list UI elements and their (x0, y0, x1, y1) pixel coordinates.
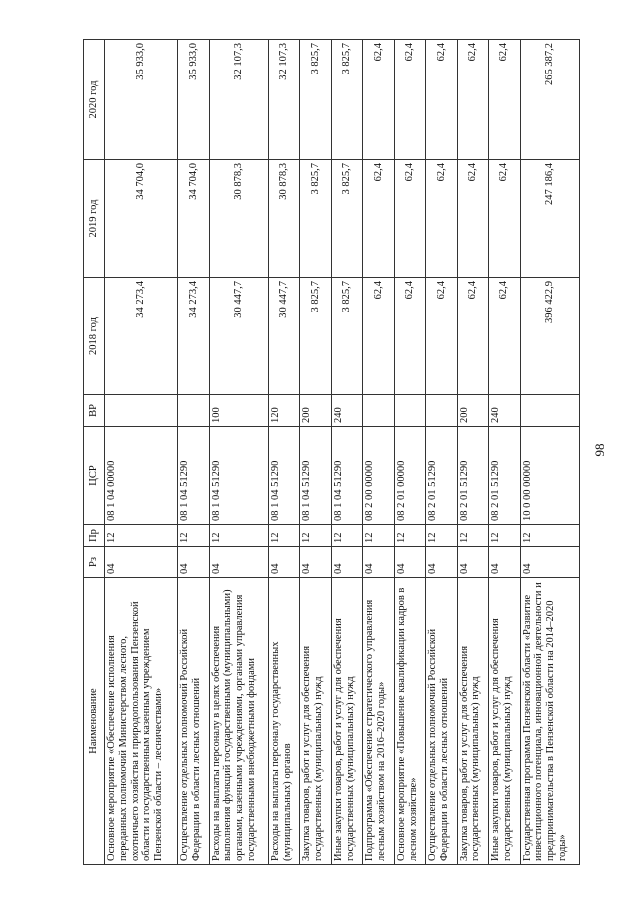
row-name: Закупка товаров, работ и услуг для обеспечения государственных (муниципальных) нужд (300, 578, 331, 865)
row-vr: 200 (300, 395, 331, 427)
row-vr (520, 395, 579, 427)
row-2018: 62,4 (489, 278, 520, 395)
row-2020: 62,4 (394, 40, 425, 160)
row-name: Иные закупки товаров, работ и услуг для обеспечения государственных (муниципальных) нужд (331, 578, 362, 865)
row-2018: 62,4 (426, 278, 457, 395)
row-2019: 247 186,4 (520, 160, 579, 278)
header-rz: Рз (84, 547, 105, 578)
header-2020: 2020 год (84, 40, 105, 160)
header-vr: ВР (84, 395, 105, 427)
row-pr: 12 (363, 525, 394, 547)
row-vr: 240 (489, 395, 520, 427)
row-pr: 12 (269, 525, 300, 547)
row-csr: 08 2 01 51290 (426, 427, 457, 525)
row-vr: 100 (209, 395, 268, 427)
row-csr: 10 0 00 00000 (520, 427, 579, 525)
row-pr: 12 (105, 525, 178, 547)
table-row (331, 40, 362, 865)
rotated-table-wrapper (83, 40, 580, 865)
row-csr: 08 2 01 51290 (457, 427, 488, 525)
row-2019: 62,4 (489, 160, 520, 278)
row-csr: 08 1 04 51290 (331, 427, 362, 525)
row-2020: 265 387,2 (520, 40, 579, 160)
row-csr: 08 2 00 00000 (363, 427, 394, 525)
row-rz: 04 (457, 547, 488, 578)
row-2020: 32 107,3 (209, 40, 268, 160)
row-name: Расходы на выплаты персоналу в целях обеспечения выполнения функций государственными (муниципальными) органами, казенными учреждениями, органами управления государственными внебюджетными фондами (209, 578, 268, 865)
row-rz: 04 (105, 547, 178, 578)
row-2018: 62,4 (394, 278, 425, 395)
row-rz: 04 (363, 547, 394, 578)
row-vr (105, 395, 178, 427)
row-vr (363, 395, 394, 427)
row-vr (394, 395, 425, 427)
table-row (209, 40, 268, 865)
row-pr: 12 (209, 525, 268, 547)
row-2019: 34 704,0 (105, 160, 178, 278)
table-row (394, 40, 425, 865)
row-name: Подпрограмма «Обеспечение стратегического управления лесным хозяйством на 2016–2020 годы» (363, 578, 394, 865)
row-2019: 34 704,0 (178, 160, 209, 278)
row-name: Осуществление отдельных полномочий Российской Федерации в области лесных отношений (178, 578, 209, 865)
table-row (300, 40, 331, 865)
row-pr: 12 (426, 525, 457, 547)
row-name: Государственная программа Пензенской области «Развитие инвестиционного потенциала, инновационной деятельности и предпринимательства в Пензенской области на 2014–2020 годы» (520, 578, 579, 865)
table-row (520, 40, 579, 865)
row-name: Иные закупки товаров, работ и услуг для обеспечения государственных (муниципальных) нужд (489, 578, 520, 865)
row-rz: 04 (300, 547, 331, 578)
row-csr: 08 1 04 51290 (209, 427, 268, 525)
row-pr: 12 (394, 525, 425, 547)
row-2019: 62,4 (457, 160, 488, 278)
row-pr: 12 (300, 525, 331, 547)
row-2018: 3 825,7 (331, 278, 362, 395)
header-name: Наименование (84, 578, 105, 865)
table-row (269, 40, 300, 865)
row-vr (178, 395, 209, 427)
row-2019: 3 825,7 (300, 160, 331, 278)
row-csr: 08 1 04 51290 (178, 427, 209, 525)
row-pr: 12 (457, 525, 488, 547)
row-2020: 32 107,3 (269, 40, 300, 160)
row-rz: 04 (331, 547, 362, 578)
row-2018: 34 273,4 (178, 278, 209, 395)
row-rz: 04 (209, 547, 268, 578)
row-2020: 62,4 (426, 40, 457, 160)
table-row (457, 40, 488, 865)
row-rz: 04 (520, 547, 579, 578)
row-pr: 12 (520, 525, 579, 547)
row-rz: 04 (178, 547, 209, 578)
page-number: 98 (592, 443, 607, 457)
table-header-row (84, 40, 105, 865)
table-row (489, 40, 520, 865)
row-2018: 62,4 (363, 278, 394, 395)
row-2020: 62,4 (363, 40, 394, 160)
row-csr: 08 2 01 00000 (394, 427, 425, 525)
row-2020: 35 933,0 (105, 40, 178, 160)
table-row (426, 40, 457, 865)
row-2019: 30 878,3 (209, 160, 268, 278)
row-name: Основное мероприятие «Повышение квалификации кадров в лесном хозяйстве» (394, 578, 425, 865)
row-name: Закупка товаров, работ и услуг для обеспечения государственных (муниципальных) нужд (457, 578, 488, 865)
row-2018: 396 422,9 (520, 278, 579, 395)
row-2020: 35 933,0 (178, 40, 209, 160)
row-2019: 30 878,3 (269, 160, 300, 278)
row-vr: 200 (457, 395, 488, 427)
row-rz: 04 (269, 547, 300, 578)
row-rz: 04 (394, 547, 425, 578)
row-pr: 12 (489, 525, 520, 547)
row-name: Расходы на выплаты персоналу государственных (муниципальных) органов (269, 578, 300, 865)
table-row (178, 40, 209, 865)
row-vr: 120 (269, 395, 300, 427)
row-rz: 04 (426, 547, 457, 578)
table-row (363, 40, 394, 865)
table-row (105, 40, 178, 865)
row-name: Основное мероприятие «Обеспечение исполнения переданных полномочий Министерством лесного, охотничьего хозяйства и природопользования Пензенской области и государственным казенным учреждением Пензенской области – лесничествами» (105, 578, 178, 865)
header-2018: 2018 год (84, 278, 105, 395)
row-2019: 62,4 (363, 160, 394, 278)
row-2020: 3 825,7 (300, 40, 331, 160)
row-2018: 30 447,7 (209, 278, 268, 395)
row-2018: 3 825,7 (300, 278, 331, 395)
row-csr: 08 1 04 00000 (105, 427, 178, 525)
row-rz: 04 (489, 547, 520, 578)
header-2019: 2019 год (84, 160, 105, 278)
row-2018: 30 447,7 (269, 278, 300, 395)
header-csr: ЦСР (84, 427, 105, 525)
row-pr: 12 (331, 525, 362, 547)
row-pr: 12 (178, 525, 209, 547)
row-2020: 3 825,7 (331, 40, 362, 160)
row-2020: 62,4 (489, 40, 520, 160)
row-2019: 62,4 (426, 160, 457, 278)
budget-table (83, 39, 580, 865)
row-csr: 08 2 01 51290 (489, 427, 520, 525)
row-vr (426, 395, 457, 427)
row-csr: 08 1 04 51290 (269, 427, 300, 525)
row-2019: 62,4 (394, 160, 425, 278)
row-2018: 34 273,4 (105, 278, 178, 395)
row-name: Осуществление отдельных полномочий Российской Федерации в области лесных отношений (426, 578, 457, 865)
row-2020: 62,4 (457, 40, 488, 160)
header-pr: Пр (84, 525, 105, 547)
row-csr: 08 1 04 51290 (300, 427, 331, 525)
row-2019: 3 825,7 (331, 160, 362, 278)
row-2018: 62,4 (457, 278, 488, 395)
row-vr: 240 (331, 395, 362, 427)
